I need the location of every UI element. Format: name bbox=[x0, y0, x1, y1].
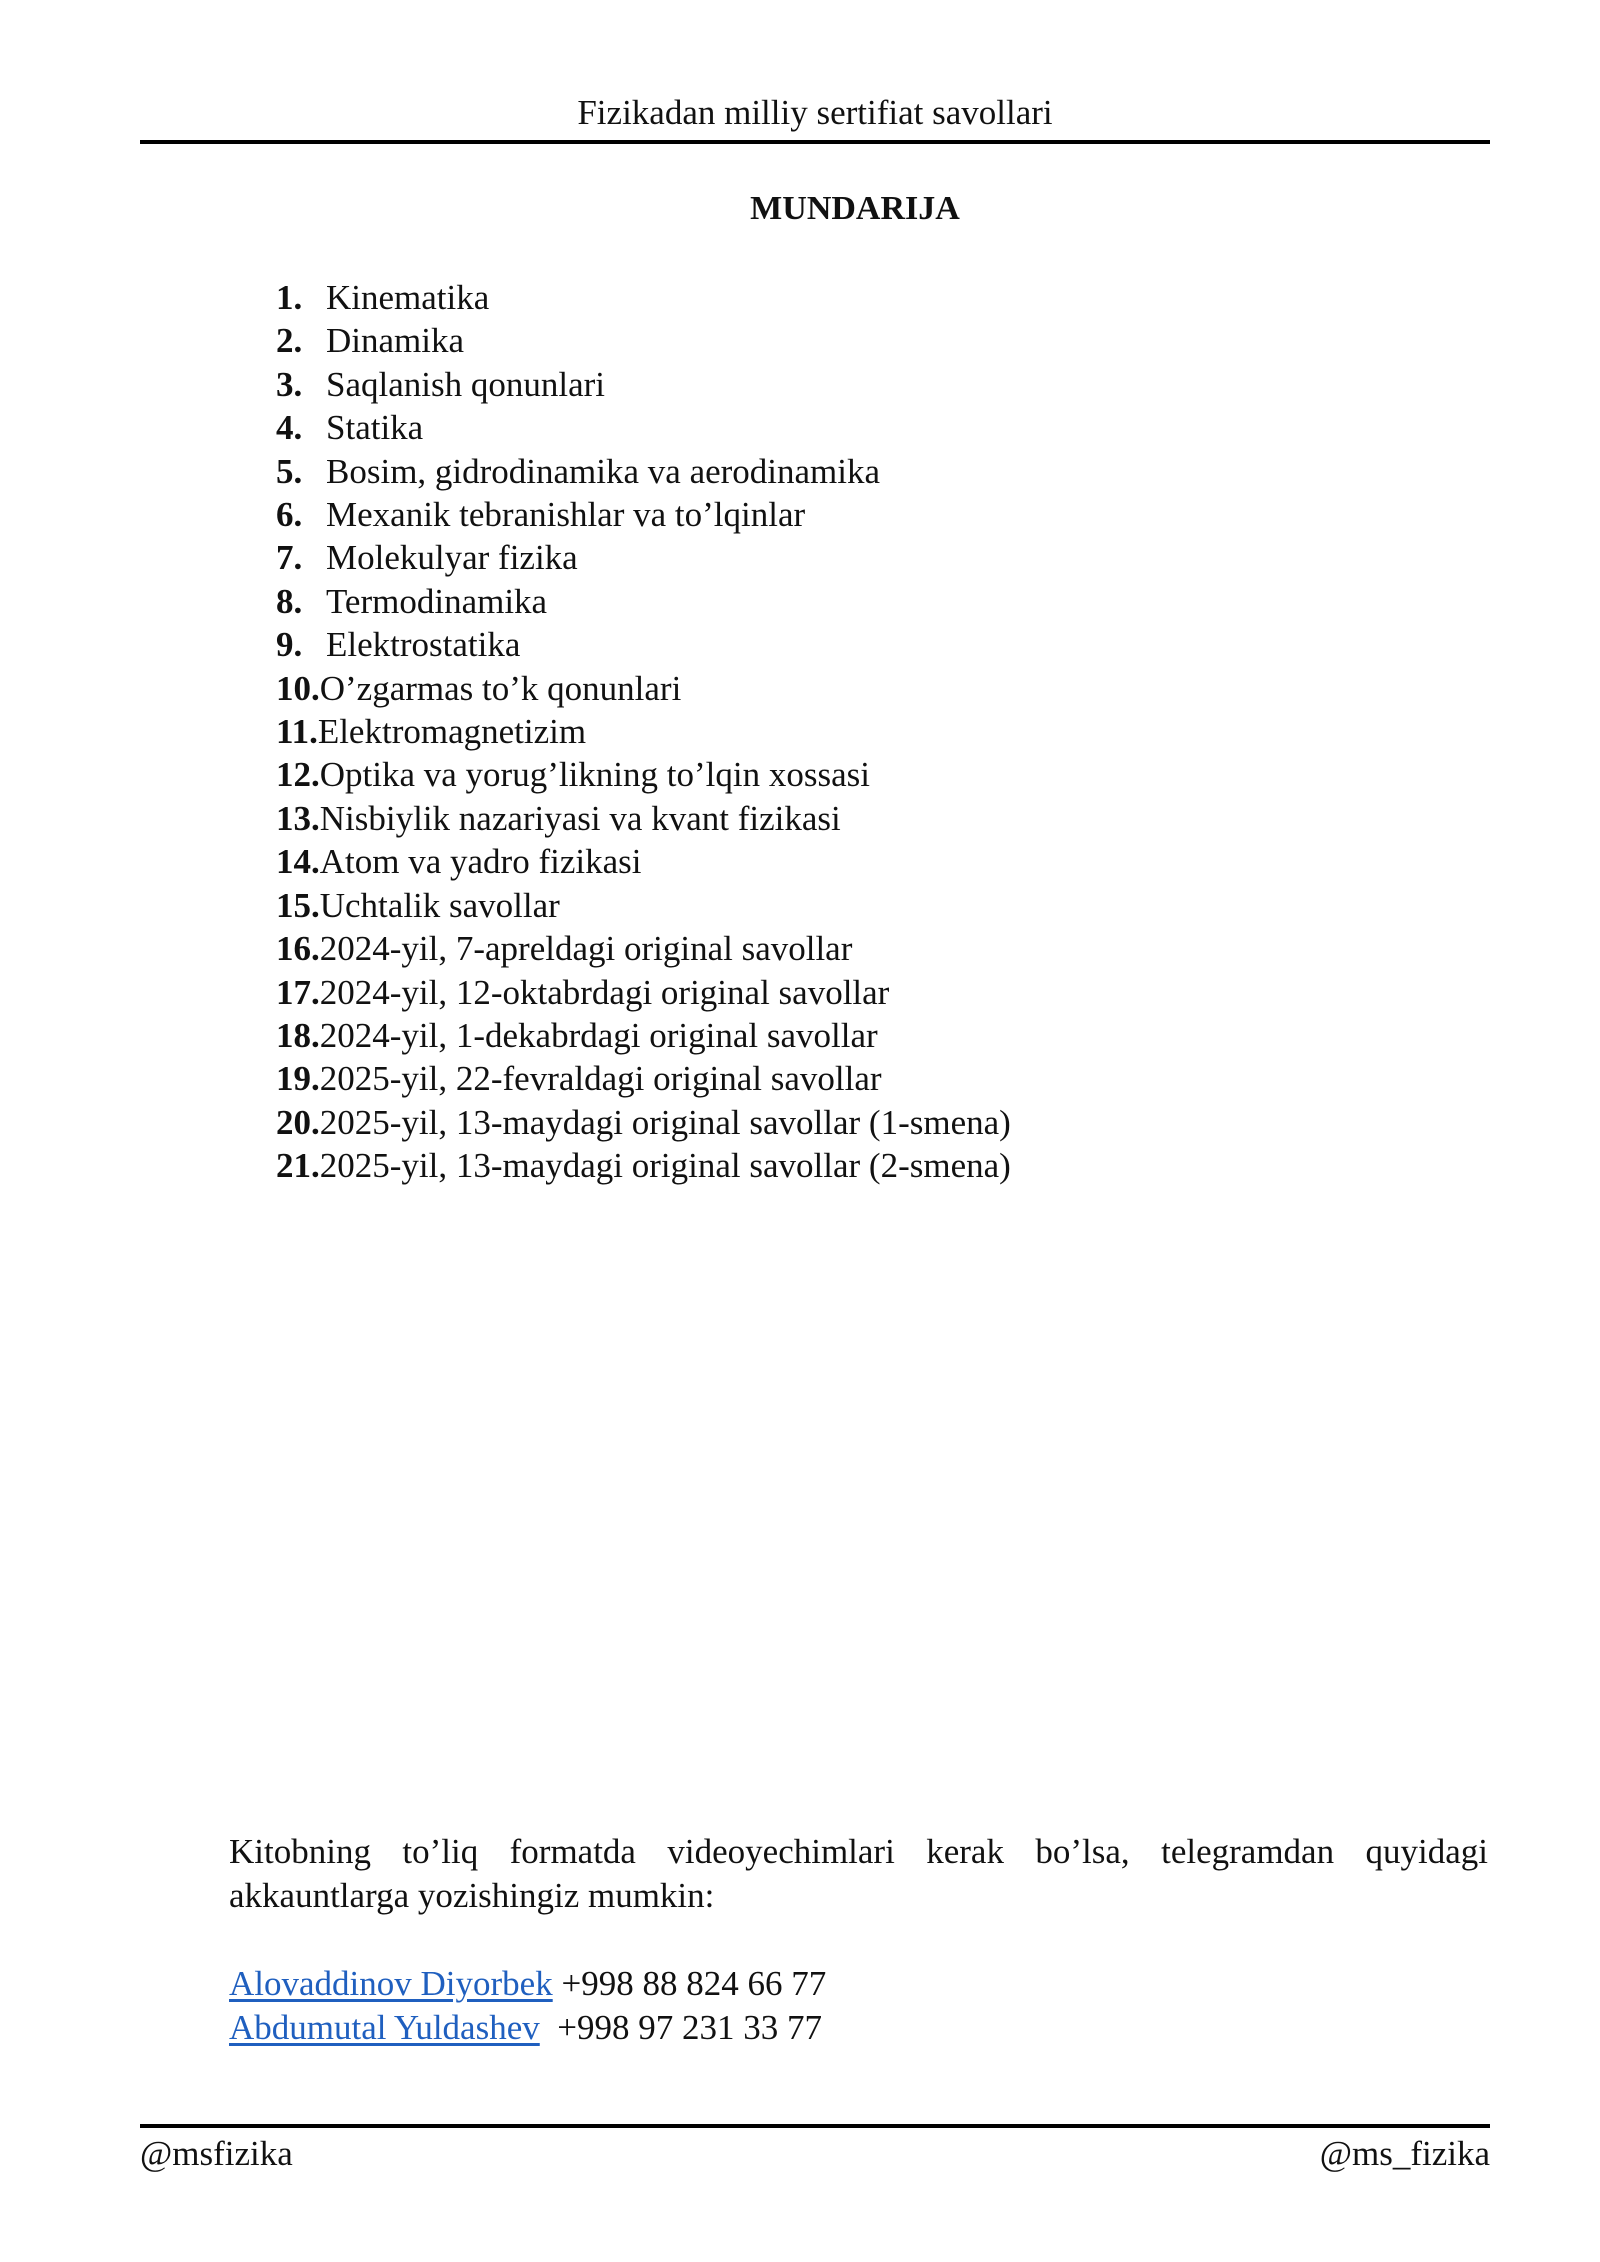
toc-item bbox=[276, 1144, 1011, 1187]
toc-item-number: 6. bbox=[276, 495, 303, 535]
toc-item-number: 14. bbox=[276, 842, 320, 882]
contact-row bbox=[229, 1962, 826, 2006]
toc-item-number: 17. bbox=[276, 972, 320, 1012]
toc-item-number: 19. bbox=[276, 1059, 320, 1099]
toc-item bbox=[276, 1014, 1011, 1057]
contact-phone: +998 97 231 33 77 bbox=[548, 2008, 822, 2047]
contact-link-diyorbek[interactable]: Alovaddinov Diyorbek bbox=[229, 1964, 553, 2003]
toc-item-label: 2024-yil, 7-apreldagi original savollar bbox=[319, 929, 853, 969]
contacts-block bbox=[229, 1962, 826, 2050]
toc-item-number: 20. bbox=[276, 1102, 320, 1142]
toc-item-number: 15. bbox=[276, 885, 320, 925]
toc-item-number: 21. bbox=[276, 1146, 320, 1186]
toc-item bbox=[276, 580, 1011, 623]
toc-item-label: Dinamika bbox=[326, 321, 465, 361]
toc-item-number: 8. bbox=[276, 581, 303, 621]
toc-item-label: 2025-yil, 13-maydagi original savollar (2-smena) bbox=[319, 1146, 1011, 1186]
toc-item bbox=[276, 623, 1011, 666]
toc-item-label: Elektrostatika bbox=[326, 625, 521, 665]
toc-item-number: 9. bbox=[276, 625, 303, 665]
footer-handle-left: @msfizika bbox=[140, 2134, 293, 2173]
toc-heading: MUNDARIJA bbox=[750, 190, 960, 227]
toc-item-number: 1. bbox=[276, 278, 303, 317]
toc-item bbox=[276, 797, 1011, 840]
toc-item bbox=[276, 1057, 1011, 1100]
toc-item bbox=[276, 536, 1011, 579]
toc-item-label: Optika va yorug’likning to’lqin xossasi bbox=[319, 755, 870, 795]
toc-item-label: 2024-yil, 1-dekabrdagi original savollar bbox=[319, 1015, 878, 1055]
footer-divider bbox=[140, 2124, 1490, 2128]
toc-item-label: Termodinamika bbox=[326, 581, 548, 621]
toc-item-label: 2024-yil, 12-oktabrdagi original savollar bbox=[319, 972, 890, 1012]
toc-item-number: 13. bbox=[276, 798, 320, 838]
toc-item-number: 18. bbox=[276, 1015, 320, 1055]
toc-item-number: 16. bbox=[276, 929, 320, 969]
toc-item-number: 2. bbox=[276, 321, 303, 361]
toc-item-label: Bosim, gidrodinamika va aerodinamika bbox=[326, 451, 881, 491]
contact-phone: +998 88 824 66 77 bbox=[561, 1964, 827, 2003]
toc-item-label: Molekulyar fizika bbox=[326, 538, 578, 578]
toc-item bbox=[276, 927, 1011, 970]
toc-item-number: 12. bbox=[276, 755, 320, 795]
toc-item bbox=[276, 276, 1011, 319]
contact-link-abdumutal[interactable]: Abdumutal Yuldashev bbox=[229, 2008, 540, 2047]
toc-item-number: 5. bbox=[276, 451, 303, 491]
toc-item-label: Atom va yadro fizikasi bbox=[319, 842, 642, 882]
video-solutions-note: Kitobning to’liq formatda videoyechimlari kerak bo’lsa, telegramdan quyidagi akkauntlarga yozishingiz mumkin: bbox=[229, 1832, 1488, 1915]
toc-item bbox=[276, 971, 1011, 1014]
footer-handle-right: @ms_fizika bbox=[1319, 2134, 1490, 2173]
contact-row bbox=[229, 2006, 826, 2050]
toc-item-label: O’zgarmas to’k qonunlari bbox=[319, 668, 682, 708]
toc-item-label: Mexanik tebranishlar va to’lqinlar bbox=[326, 495, 806, 535]
header-divider bbox=[140, 140, 1490, 144]
toc-item-number: 4. bbox=[276, 408, 303, 448]
toc-item-number: 11. bbox=[276, 712, 318, 752]
toc-item bbox=[276, 493, 1011, 536]
toc-item-label: Uchtalik savollar bbox=[319, 885, 560, 925]
toc-item bbox=[276, 1101, 1011, 1144]
toc-item bbox=[276, 450, 1011, 493]
toc-item bbox=[276, 319, 1011, 362]
toc-item bbox=[276, 840, 1011, 883]
toc-item-label: 2025-yil, 22-fevraldagi original savollar bbox=[319, 1059, 882, 1099]
toc-item-number: 10. bbox=[276, 668, 320, 708]
toc-item-label: Statika bbox=[326, 408, 424, 448]
toc-item bbox=[276, 884, 1011, 927]
toc-item bbox=[276, 753, 1011, 796]
toc-item bbox=[276, 363, 1011, 406]
toc-item-label: Kinematika bbox=[326, 278, 490, 317]
toc-item bbox=[276, 406, 1011, 449]
toc-item bbox=[276, 710, 1011, 753]
toc-item-label: 2025-yil, 13-maydagi original savollar (1-smena) bbox=[319, 1102, 1011, 1142]
toc-item-label: Nisbiylik nazariyasi va kvant fizikasi bbox=[319, 798, 841, 838]
toc-list bbox=[276, 276, 1011, 1188]
toc-item bbox=[276, 667, 1011, 710]
toc-item-label: Saqlanish qonunlari bbox=[326, 364, 605, 404]
toc-item-number: 3. bbox=[276, 364, 303, 404]
toc-item-number: 7. bbox=[276, 538, 303, 578]
page-header-title: Fizikadan milliy sertifiat savollari bbox=[577, 93, 1053, 132]
toc-item-label: Elektromagnetizim bbox=[317, 712, 587, 752]
